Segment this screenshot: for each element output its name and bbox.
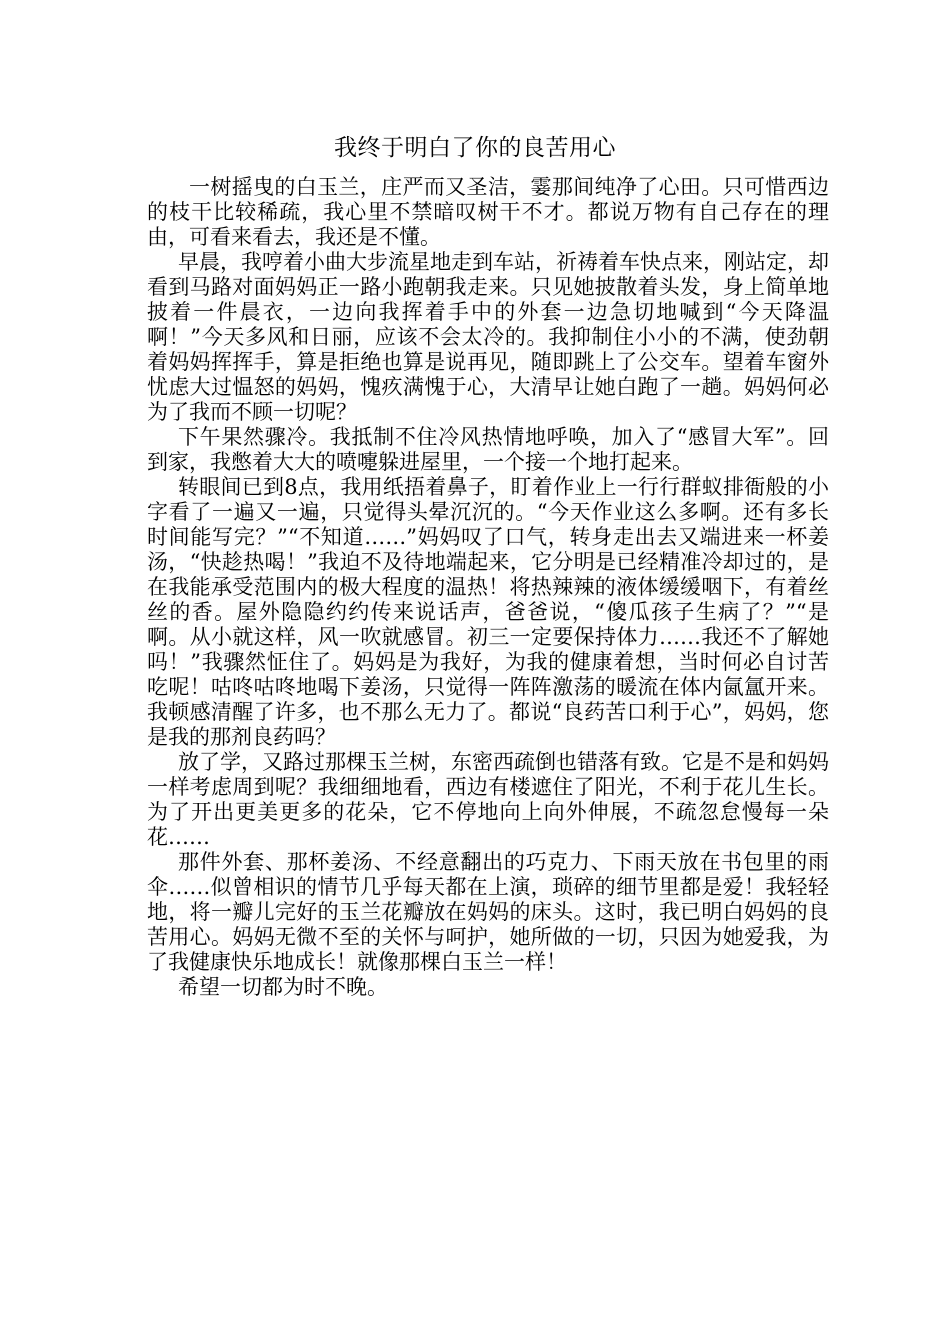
paragraph-7: 希望一切都为时不晚。 xyxy=(178,975,388,999)
paragraph-1: 一树摇曳的白玉兰，庄严而又圣洁，霎那间纯净了心田。只可惜西边的枝干比较稀疏，我心里不禁暗叹树干不才。都说万物有自己存在的理由，可看来看去，我还是不懂。 xyxy=(147,175,829,249)
paragraph-2: 早晨，我哼着小曲大步流星地走到车站，祈祷着车快点来，刚站定，却看到马路对面妈妈正一路小跑朝我走来。只见她披散着头发，身上简单地披着一件晨衣，一边向我挥着手中的外套一边急切地喊到“今天降温啊！”今天多风和日丽，应该不会太冷的。我抑制住小小的不满，使劲朝着妈妈挥挥手，算是拒绝也算是说再见，随即跳上了公交车。望着车窗外忧虑大过愠怒的妈妈，愧疚满愧于心，大清早让她白跑了一趟。妈妈何必为了我而不顾一切呢？ xyxy=(147,250,829,424)
paragraph-5: 放了学，又路过那棵玉兰树，东密西疏倒也错落有致。它是不是和妈妈一样考虑周到呢？我细细地看，西边有楼遮住了阳光，不利于花儿生长。为了开出更美更多的花朵，它不停地向上向外伸展，不疏忽怠慢每一朵花…… xyxy=(147,750,829,849)
paragraph-4: 转眼间已到8点，我用纸捂着鼻子，盯着作业上一行行群蚁排衙般的小字看了一遍又一遍，只觉得头晕沉沉的。“今天作业这么多啊。还有多长时间能写完？”“不知道……”妈妈叹了口气，转身走出去又端进来一杯姜汤，“快趁热喝！”我迫不及待地端起来，它分明是已经精准冷却过的，是在我能承受范围内的极大程度的温热！将热辣辣的液体缓缓咽下，有着丝丝的香。屋外隐隐约约传来说话声，爸爸说，“傻瓜孩子生病了？”“是啊。从小就这样，风一吹就感冒。初三一定要保持体力……我还不了解她吗！”我骤然怔住了。妈妈是为我好，为我的健康着想，当时何必自讨苦吃呢！咕咚咕咚地喝下姜汤，只觉得一阵阵激荡的暖流在体内氤氲开来。我顿感清醒了许多，也不那么无力了。都说“良药苦口利于心”，妈妈，您是我的那剂良药吗？ xyxy=(147,475,829,749)
document-title: 我终于明白了你的良苦用心 xyxy=(334,135,616,161)
paragraph-6: 那件外套、那杯姜汤、不经意翻出的巧克力、下雨天放在书包里的雨伞……似曾相识的情节几乎每天都在上演，琐碎的细节里都是爱！我轻轻地，将一瓣儿完好的玉兰花瓣放在妈妈的床头。这时，我已明白妈妈的良苦用心。妈妈无微不至的关怀与呵护，她所做的一切，只因为她爱我，为了我健康快乐地成长！就像那棵白玉兰一样！ xyxy=(147,850,829,974)
essay-body xyxy=(147,175,829,1000)
paragraph-3: 下午果然骤冷。我抵制不住冷风热情地呼唤，加入了“感冒大军”。回到家，我憋着大大的喷嚏躲进屋里，一个接一个地打起来。 xyxy=(147,425,829,474)
